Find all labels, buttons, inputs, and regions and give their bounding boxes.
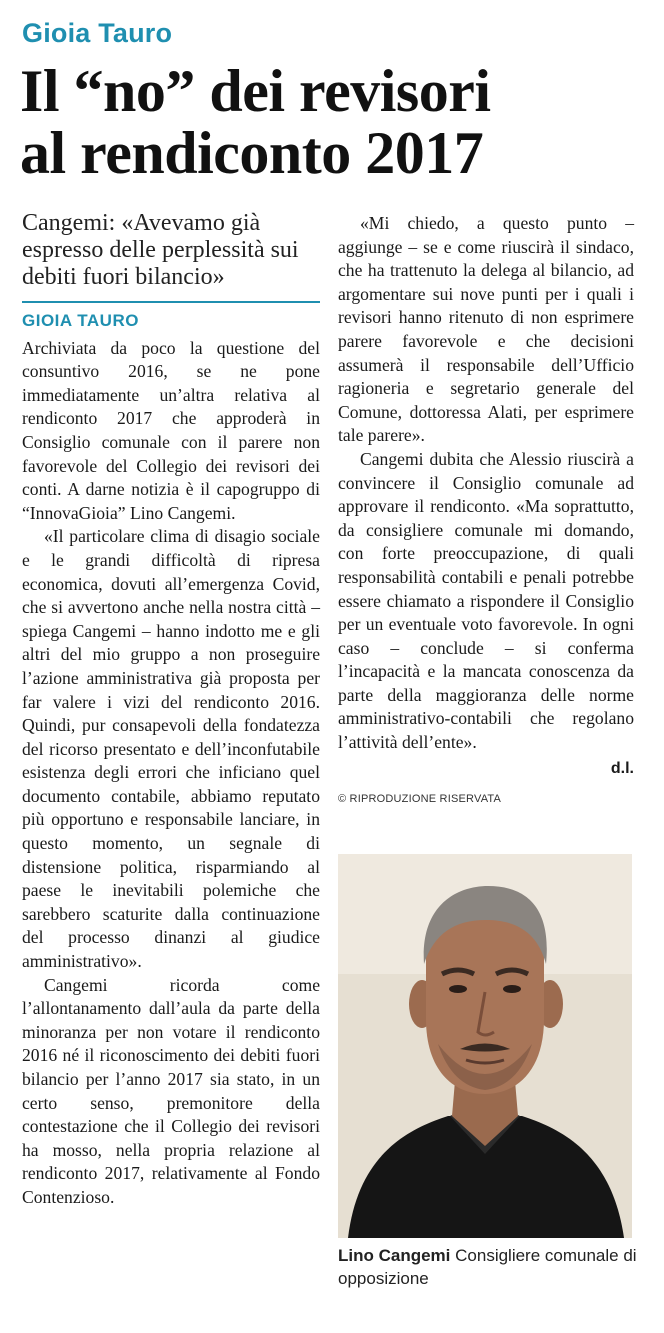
headline-line-1: Il “no” dei revisori (20, 58, 491, 124)
portrait-photo (338, 854, 632, 1238)
left-column (22, 210, 320, 1210)
paragraph: «Il particolare clima di disagio sociale e le grandi difficoltà di ripresa economica, dovuti all’emergenza Covid, che si avvertono anche nella nostra città – spiega Cangemi – hanno indotto me e gli altri del mio gruppo a non proseguire l’azione amministrativa già proposta per far valere i vizi del rendiconto 2016. Quindi, pur consapevoli della fondatezza del ricorso presentato e dell’inconfutabile esistenza degli errori che inficiano quel documento contabile, abbiamo reputato più opportuno e responsabile lanciare, in questo momento, un segnale di distensione politica, risparmiando al paese le inevitabili polemiche che sarebbero scaturite dalla continuazione del processo dinanzi al giudice amministrativo». (22, 526, 320, 972)
portrait-illustration (338, 854, 632, 1238)
caption-name: Lino Cangemi (338, 1246, 451, 1265)
headline-line-2: al rendiconto 2017 (20, 120, 484, 186)
paragraph: Cangemi dubita che Alessio riuscirà a convincere il Consiglio comunale ad approvare il rendiconto. «Ma soprattutto, da consigliere comunale mi domando, con forte preoccupazione, di quali responsabilità contabili e penali potrebbe essere chiamato a rispondere il Consiglio per un eventuale voto favorevole. In ogni caso – conclude – si conferma l’incapacità e la mancata conoscenza da parte della maggioranza delle norme amministrativo-contabili che regolano l’attività dell’ente». (338, 448, 634, 753)
kicker: Gioia Tauro (22, 18, 173, 48)
paragraph: Cangemi ricorda come l’allontanamento dall’aula da parte della minoranza per non votare il rendiconto 2016 né il riconoscimento dei debiti fuori bilancio per l’anno 2017 sia stato, in un certo senso, premonitore della contestazione che il Collegio dei revisori ha mosso, nella propria relazione al rendiconto 2017, relativamente al Fondo Contenzioso. (22, 974, 320, 1207)
subhead: Cangemi: «Avevamo già espresso delle perplessità sui debiti fuori bilancio» (22, 210, 299, 290)
copyright: © RIPRODUZIONE RISERVATA (338, 793, 502, 806)
signature: d.l. (610, 759, 634, 777)
right-column (338, 212, 634, 812)
section-label: GIOIA TAURO (22, 301, 320, 335)
caption-text: Consigliere comunale di opposizione (338, 1246, 637, 1288)
paragraph: Archiviata da poco la questione del consuntivo 2016, se ne pone immediatamente un’altra relativa al rendiconto 2017 che approderà in Consiglio comunale con il parere non favorevole del Collegio dei revisori dei conti. A darne notizia è il capogruppo di “InnovaGioia” Lino Cangemi. (22, 337, 320, 523)
headline (20, 60, 650, 184)
photo-caption (338, 1244, 638, 1290)
paragraph: «Mi chiedo, a questo punto – aggiunge – se e come riuscirà il sindaco, che ha trattenuto la delega al bilancio, ad argomentare sui nove punti per i quali i revisori hanno ritenuto di non esprimere parere favorevole e che decisioni assumerà il responsabile dell’Ufficio ragioneria e segretario generale del Comune, dottoressa Alati, per esprimere tale parere». (338, 213, 634, 446)
